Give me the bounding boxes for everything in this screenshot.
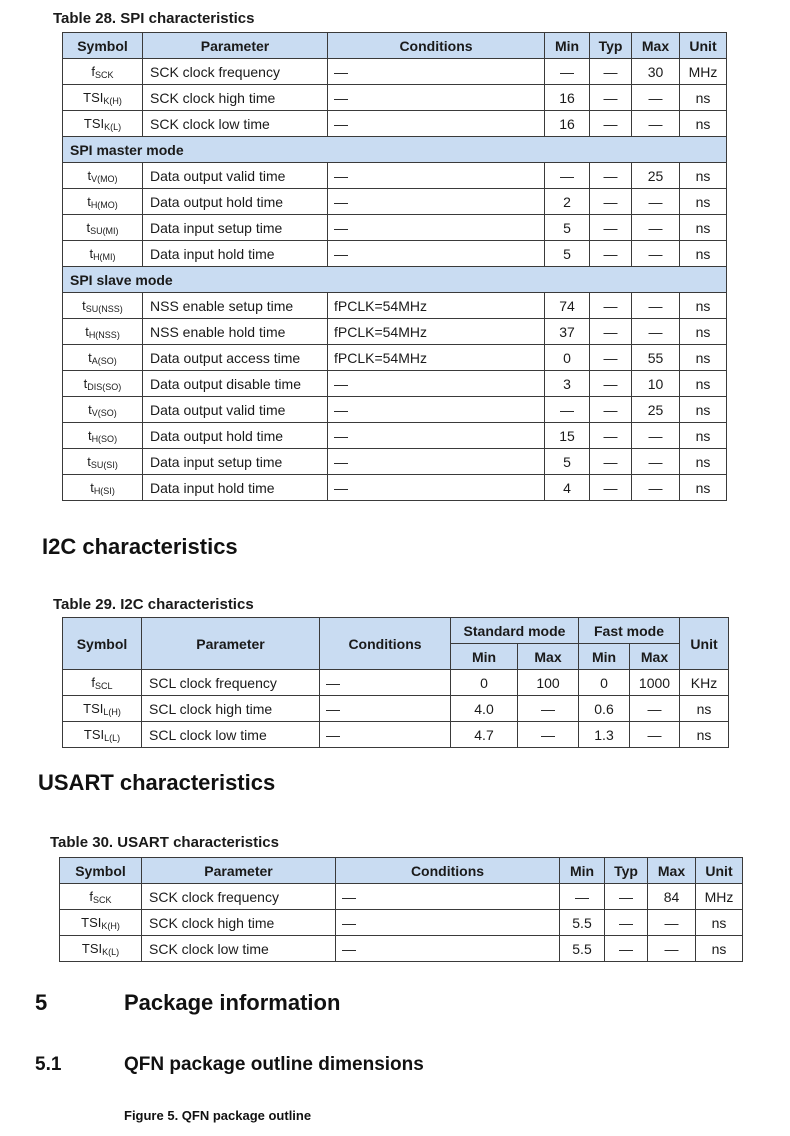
conditions-text: — bbox=[326, 726, 340, 743]
symbol-subscript: V(MO) bbox=[91, 174, 118, 184]
max-cell: 10 bbox=[632, 371, 680, 397]
usart-header-min: Min bbox=[560, 858, 605, 884]
table-row bbox=[63, 449, 727, 475]
usart-header-row bbox=[60, 858, 743, 884]
unit-cell: ns bbox=[680, 449, 727, 475]
section-5-title: Package information bbox=[124, 990, 341, 1015]
standard-max-cell: — bbox=[518, 696, 579, 722]
table-row bbox=[63, 696, 729, 722]
table-row bbox=[63, 371, 727, 397]
conditions-cell bbox=[328, 397, 545, 423]
table-row bbox=[60, 910, 743, 936]
conditions-text: fPCLK=54MHz bbox=[334, 323, 427, 340]
typ-cell: — bbox=[590, 59, 632, 85]
symbol-subscript: K(H) bbox=[103, 96, 122, 106]
typ-cell: — bbox=[590, 345, 632, 371]
max-cell: 25 bbox=[632, 397, 680, 423]
fast-max-cell: — bbox=[630, 696, 680, 722]
i2c-header-unit: Unit bbox=[680, 618, 729, 670]
symbol-cell bbox=[60, 884, 142, 910]
max-cell: 55 bbox=[632, 345, 680, 371]
table-row bbox=[60, 936, 743, 962]
spi-header-min: Min bbox=[545, 33, 590, 59]
usart-header-unit: Unit bbox=[696, 858, 743, 884]
symbol-cell bbox=[63, 319, 143, 345]
symbol-subscript: H(SI) bbox=[93, 486, 115, 496]
typ-cell: — bbox=[590, 215, 632, 241]
unit-cell: ns bbox=[680, 319, 727, 345]
unit-cell: ns bbox=[680, 85, 727, 111]
min-cell: 74 bbox=[545, 293, 590, 319]
symbol-cell bbox=[63, 215, 143, 241]
unit-cell: ns bbox=[680, 397, 727, 423]
max-cell: — bbox=[632, 423, 680, 449]
symbol-base: t bbox=[90, 480, 94, 495]
spi-header-parameter: Parameter bbox=[143, 33, 328, 59]
parameter-cell: Data input setup time bbox=[143, 449, 328, 475]
typ-cell: — bbox=[605, 884, 648, 910]
i2c-header-fast-min: Min bbox=[579, 644, 630, 670]
max-cell: — bbox=[632, 85, 680, 111]
min-cell: — bbox=[545, 59, 590, 85]
section-label: SPI slave mode bbox=[63, 267, 727, 293]
min-cell: 5 bbox=[545, 241, 590, 267]
conditions-text: — bbox=[334, 219, 348, 236]
parameter-cell: SCK clock high time bbox=[143, 85, 328, 111]
min-cell: — bbox=[560, 884, 605, 910]
conditions-text: fPCLK=54MHz bbox=[334, 349, 427, 366]
symbol-cell bbox=[63, 371, 143, 397]
conditions-text: — bbox=[326, 700, 340, 717]
min-cell: 4 bbox=[545, 475, 590, 501]
conditions-text: — bbox=[334, 89, 348, 106]
table-row bbox=[63, 111, 727, 137]
symbol-base: TSI bbox=[81, 941, 103, 956]
conditions-text: — bbox=[334, 375, 348, 392]
typ-cell: — bbox=[590, 423, 632, 449]
parameter-cell: SCK clock low time bbox=[142, 936, 336, 962]
parameter-cell: SCK clock high time bbox=[142, 910, 336, 936]
section-row bbox=[63, 267, 727, 293]
symbol-cell bbox=[63, 111, 143, 137]
conditions-cell bbox=[328, 423, 545, 449]
max-cell: 84 bbox=[648, 884, 696, 910]
spi-table bbox=[62, 32, 727, 501]
conditions-cell bbox=[328, 371, 545, 397]
spi-header-symbol: Symbol bbox=[63, 33, 143, 59]
conditions-text: — bbox=[342, 914, 356, 931]
unit-cell: ns bbox=[680, 241, 727, 267]
min-cell: — bbox=[545, 397, 590, 423]
parameter-cell: SCL clock low time bbox=[142, 722, 320, 748]
i2c-header-symbol: Symbol bbox=[63, 618, 142, 670]
table-row bbox=[63, 215, 727, 241]
i2c-heading: I2C characteristics bbox=[42, 534, 238, 559]
spi-header-row bbox=[63, 33, 727, 59]
i2c-header-fast-max: Max bbox=[630, 644, 680, 670]
table-row bbox=[63, 423, 727, 449]
min-cell: 5 bbox=[545, 449, 590, 475]
table-28-caption: Table 28. SPI characteristics bbox=[53, 10, 255, 27]
parameter-cell: NSS enable hold time bbox=[143, 319, 328, 345]
conditions-text: — bbox=[334, 167, 348, 184]
typ-cell: — bbox=[590, 241, 632, 267]
conditions-cell bbox=[328, 215, 545, 241]
symbol-base: t bbox=[88, 350, 92, 365]
symbol-cell bbox=[63, 696, 142, 722]
i2c-header-std-min: Min bbox=[451, 644, 518, 670]
min-cell: 16 bbox=[545, 111, 590, 137]
symbol-base: t bbox=[87, 428, 92, 443]
table-row bbox=[63, 293, 727, 319]
conditions-text: — bbox=[342, 888, 356, 905]
table-row bbox=[63, 397, 727, 423]
fast-max-cell: — bbox=[630, 722, 680, 748]
symbol-base: f bbox=[91, 675, 96, 690]
parameter-cell: Data input setup time bbox=[143, 215, 328, 241]
typ-cell: — bbox=[605, 910, 648, 936]
unit-cell: ns bbox=[680, 423, 727, 449]
table-29-caption: Table 29. I2C characteristics bbox=[53, 596, 254, 613]
parameter-cell: SCL clock high time bbox=[142, 696, 320, 722]
symbol-base: TSI bbox=[83, 90, 104, 105]
fast-min-cell: 1.3 bbox=[579, 722, 630, 748]
typ-cell: — bbox=[590, 293, 632, 319]
table-row bbox=[63, 319, 727, 345]
symbol-base: t bbox=[89, 246, 94, 261]
symbol-cell bbox=[63, 163, 143, 189]
min-cell: 16 bbox=[545, 85, 590, 111]
symbol-cell bbox=[63, 59, 143, 85]
conditions-cell bbox=[328, 163, 545, 189]
symbol-subscript: SCK bbox=[93, 895, 112, 905]
standard-min-cell: 4.0 bbox=[451, 696, 518, 722]
i2c-header-standard-mode: Standard mode bbox=[451, 618, 579, 644]
symbol-subscript: L(L) bbox=[104, 733, 121, 743]
unit-cell: ns bbox=[680, 215, 727, 241]
parameter-cell: SCK clock frequency bbox=[142, 884, 336, 910]
conditions-cell bbox=[328, 85, 545, 111]
symbol-cell bbox=[63, 449, 143, 475]
min-cell: 0 bbox=[545, 345, 590, 371]
symbol-cell bbox=[63, 345, 143, 371]
conditions-cell bbox=[328, 111, 545, 137]
conditions-text: — bbox=[334, 479, 348, 496]
conditions-cell bbox=[328, 319, 545, 345]
symbol-subscript: SU(MI) bbox=[90, 226, 119, 236]
symbol-cell bbox=[63, 293, 143, 319]
max-cell: — bbox=[632, 241, 680, 267]
standard-min-cell: 0 bbox=[451, 670, 518, 696]
spi-header-typ: Typ bbox=[590, 33, 632, 59]
symbol-subscript: L(H) bbox=[103, 707, 121, 717]
parameter-cell: SCK clock frequency bbox=[143, 59, 328, 85]
max-cell: — bbox=[632, 319, 680, 345]
symbol-base: f bbox=[91, 64, 96, 79]
fast-min-cell: 0.6 bbox=[579, 696, 630, 722]
unit-cell: KHz bbox=[680, 670, 729, 696]
usart-table bbox=[59, 857, 743, 962]
unit-cell: ns bbox=[680, 722, 729, 748]
symbol-subscript: A(SO) bbox=[91, 356, 117, 366]
symbol-subscript: DIS(SO) bbox=[87, 382, 122, 392]
unit-cell: ns bbox=[680, 696, 729, 722]
parameter-cell: Data output valid time bbox=[143, 163, 328, 189]
symbol-cell bbox=[63, 85, 143, 111]
conditions-cell bbox=[336, 910, 560, 936]
symbol-subscript: K(L) bbox=[102, 947, 120, 957]
typ-cell: — bbox=[605, 936, 648, 962]
conditions-cell bbox=[320, 670, 451, 696]
max-cell: — bbox=[632, 449, 680, 475]
section-row bbox=[63, 137, 727, 163]
min-cell: — bbox=[545, 163, 590, 189]
min-cell: 5.5 bbox=[560, 936, 605, 962]
standard-max-cell: — bbox=[518, 722, 579, 748]
symbol-subscript: V(SO) bbox=[91, 408, 117, 418]
typ-cell: — bbox=[590, 371, 632, 397]
table-row bbox=[63, 189, 727, 215]
usart-header-conditions: Conditions bbox=[336, 858, 560, 884]
figure-5-caption: Figure 5. QFN package outline bbox=[124, 1108, 312, 1123]
conditions-cell bbox=[320, 696, 451, 722]
table-row bbox=[60, 884, 743, 910]
conditions-cell bbox=[328, 189, 545, 215]
symbol-subscript: K(H) bbox=[101, 921, 120, 931]
max-cell: — bbox=[648, 936, 696, 962]
symbol-base: t bbox=[82, 298, 86, 313]
conditions-text: — bbox=[334, 193, 348, 210]
symbol-cell bbox=[60, 936, 142, 962]
conditions-text: — bbox=[334, 63, 348, 80]
parameter-cell: Data output access time bbox=[143, 345, 328, 371]
i2c-header-conditions: Conditions bbox=[320, 618, 451, 670]
symbol-cell bbox=[63, 189, 143, 215]
symbol-cell bbox=[63, 722, 142, 748]
table-row bbox=[63, 475, 727, 501]
symbol-base: t bbox=[87, 454, 91, 469]
table-row bbox=[63, 85, 727, 111]
conditions-text: — bbox=[342, 940, 356, 957]
unit-cell: ns bbox=[680, 163, 727, 189]
unit-cell: ns bbox=[696, 936, 743, 962]
max-cell: — bbox=[632, 111, 680, 137]
table-row bbox=[63, 722, 729, 748]
symbol-subscript: H(MI) bbox=[93, 252, 116, 262]
max-cell: — bbox=[632, 215, 680, 241]
symbol-subscript: SCK bbox=[95, 70, 114, 80]
typ-cell: — bbox=[590, 319, 632, 345]
max-cell: — bbox=[632, 475, 680, 501]
i2c-header-parameter: Parameter bbox=[142, 618, 320, 670]
typ-cell: — bbox=[590, 397, 632, 423]
parameter-cell: Data output hold time bbox=[143, 423, 328, 449]
symbol-subscript: SCL bbox=[95, 681, 113, 691]
table-row bbox=[63, 241, 727, 267]
i2c-table bbox=[62, 617, 729, 748]
max-cell: 30 bbox=[632, 59, 680, 85]
symbol-subscript: SU(SI) bbox=[90, 460, 118, 470]
section-label: SPI master mode bbox=[63, 137, 727, 163]
conditions-cell bbox=[328, 293, 545, 319]
parameter-cell: Data output disable time bbox=[143, 371, 328, 397]
conditions-text: — bbox=[334, 453, 348, 470]
typ-cell: — bbox=[590, 111, 632, 137]
fast-min-cell: 0 bbox=[579, 670, 630, 696]
unit-cell: ns bbox=[696, 910, 743, 936]
parameter-cell: Data input hold time bbox=[143, 241, 328, 267]
symbol-base: t bbox=[85, 324, 89, 339]
symbol-base: t bbox=[86, 220, 91, 235]
conditions-text: — bbox=[334, 427, 348, 444]
symbol-base: t bbox=[87, 194, 91, 209]
symbol-cell bbox=[63, 670, 142, 696]
min-cell: 15 bbox=[545, 423, 590, 449]
parameter-cell: NSS enable setup time bbox=[143, 293, 328, 319]
unit-cell: ns bbox=[680, 111, 727, 137]
section-5-1-title: QFN package outline dimensions bbox=[124, 1054, 424, 1075]
symbol-cell bbox=[60, 910, 142, 936]
spi-header-unit: Unit bbox=[680, 33, 727, 59]
symbol-subscript: H(NSS) bbox=[88, 330, 120, 340]
parameter-cell: Data output hold time bbox=[143, 189, 328, 215]
usart-header-max: Max bbox=[648, 858, 696, 884]
symbol-base: t bbox=[87, 168, 92, 183]
unit-cell: ns bbox=[680, 345, 727, 371]
max-cell: — bbox=[648, 910, 696, 936]
section-5-1-number: 5.1 bbox=[35, 1054, 62, 1075]
symbol-cell bbox=[63, 423, 143, 449]
conditions-text: — bbox=[334, 245, 348, 262]
conditions-cell bbox=[328, 449, 545, 475]
max-cell: — bbox=[632, 293, 680, 319]
parameter-cell: SCL clock frequency bbox=[142, 670, 320, 696]
table-row bbox=[63, 59, 727, 85]
symbol-base: TSI bbox=[81, 915, 102, 930]
unit-cell: MHz bbox=[696, 884, 743, 910]
i2c-header-std-max: Max bbox=[518, 644, 579, 670]
standard-max-cell: 100 bbox=[518, 670, 579, 696]
i2c-header-fast-mode: Fast mode bbox=[579, 618, 680, 644]
unit-cell: ns bbox=[680, 371, 727, 397]
conditions-text: — bbox=[334, 401, 348, 418]
fast-max-cell: 1000 bbox=[630, 670, 680, 696]
unit-cell: MHz bbox=[680, 59, 727, 85]
typ-cell: — bbox=[590, 163, 632, 189]
usart-heading: USART characteristics bbox=[38, 770, 276, 795]
conditions-cell bbox=[328, 345, 545, 371]
min-cell: 5.5 bbox=[560, 910, 605, 936]
symbol-cell bbox=[63, 397, 143, 423]
symbol-subscript: SU(NSS) bbox=[85, 304, 123, 314]
typ-cell: — bbox=[590, 449, 632, 475]
min-cell: 5 bbox=[545, 215, 590, 241]
unit-cell: ns bbox=[680, 189, 727, 215]
usart-header-typ: Typ bbox=[605, 858, 648, 884]
standard-min-cell: 4.7 bbox=[451, 722, 518, 748]
symbol-base: TSI bbox=[83, 727, 105, 742]
typ-cell: — bbox=[590, 189, 632, 215]
parameter-cell: Data output valid time bbox=[143, 397, 328, 423]
symbol-subscript: H(MO) bbox=[90, 200, 118, 210]
symbol-cell bbox=[63, 475, 143, 501]
max-cell: — bbox=[632, 189, 680, 215]
symbol-base: TSI bbox=[83, 116, 105, 131]
unit-cell: ns bbox=[680, 293, 727, 319]
usart-header-symbol: Symbol bbox=[60, 858, 142, 884]
conditions-text: — bbox=[326, 674, 340, 691]
section-5-number: 5 bbox=[35, 990, 48, 1015]
conditions-cell bbox=[328, 59, 545, 85]
symbol-subscript: H(SO) bbox=[91, 434, 118, 444]
conditions-cell bbox=[320, 722, 451, 748]
table-30-caption: Table 30. USART characteristics bbox=[50, 834, 279, 851]
symbol-base: TSI bbox=[83, 701, 104, 716]
min-cell: 37 bbox=[545, 319, 590, 345]
conditions-cell bbox=[328, 241, 545, 267]
typ-cell: — bbox=[590, 85, 632, 111]
usart-header-parameter: Parameter bbox=[142, 858, 336, 884]
symbol-cell bbox=[63, 241, 143, 267]
typ-cell: — bbox=[590, 475, 632, 501]
symbol-base: t bbox=[83, 376, 88, 391]
spi-header-max: Max bbox=[632, 33, 680, 59]
conditions-text: fPCLK=54MHz bbox=[334, 297, 427, 314]
conditions-cell bbox=[336, 936, 560, 962]
conditions-cell bbox=[336, 884, 560, 910]
parameter-cell: Data input hold time bbox=[143, 475, 328, 501]
table-row bbox=[63, 163, 727, 189]
table-row bbox=[63, 345, 727, 371]
conditions-text: — bbox=[334, 115, 348, 132]
spi-header-conditions: Conditions bbox=[328, 33, 545, 59]
max-cell: 25 bbox=[632, 163, 680, 189]
symbol-subscript: K(L) bbox=[104, 122, 122, 132]
table-row bbox=[63, 670, 729, 696]
min-cell: 2 bbox=[545, 189, 590, 215]
min-cell: 3 bbox=[545, 371, 590, 397]
symbol-base: f bbox=[89, 889, 94, 904]
parameter-cell: SCK clock low time bbox=[143, 111, 328, 137]
unit-cell: ns bbox=[680, 475, 727, 501]
conditions-cell bbox=[328, 475, 545, 501]
symbol-base: t bbox=[88, 402, 92, 417]
